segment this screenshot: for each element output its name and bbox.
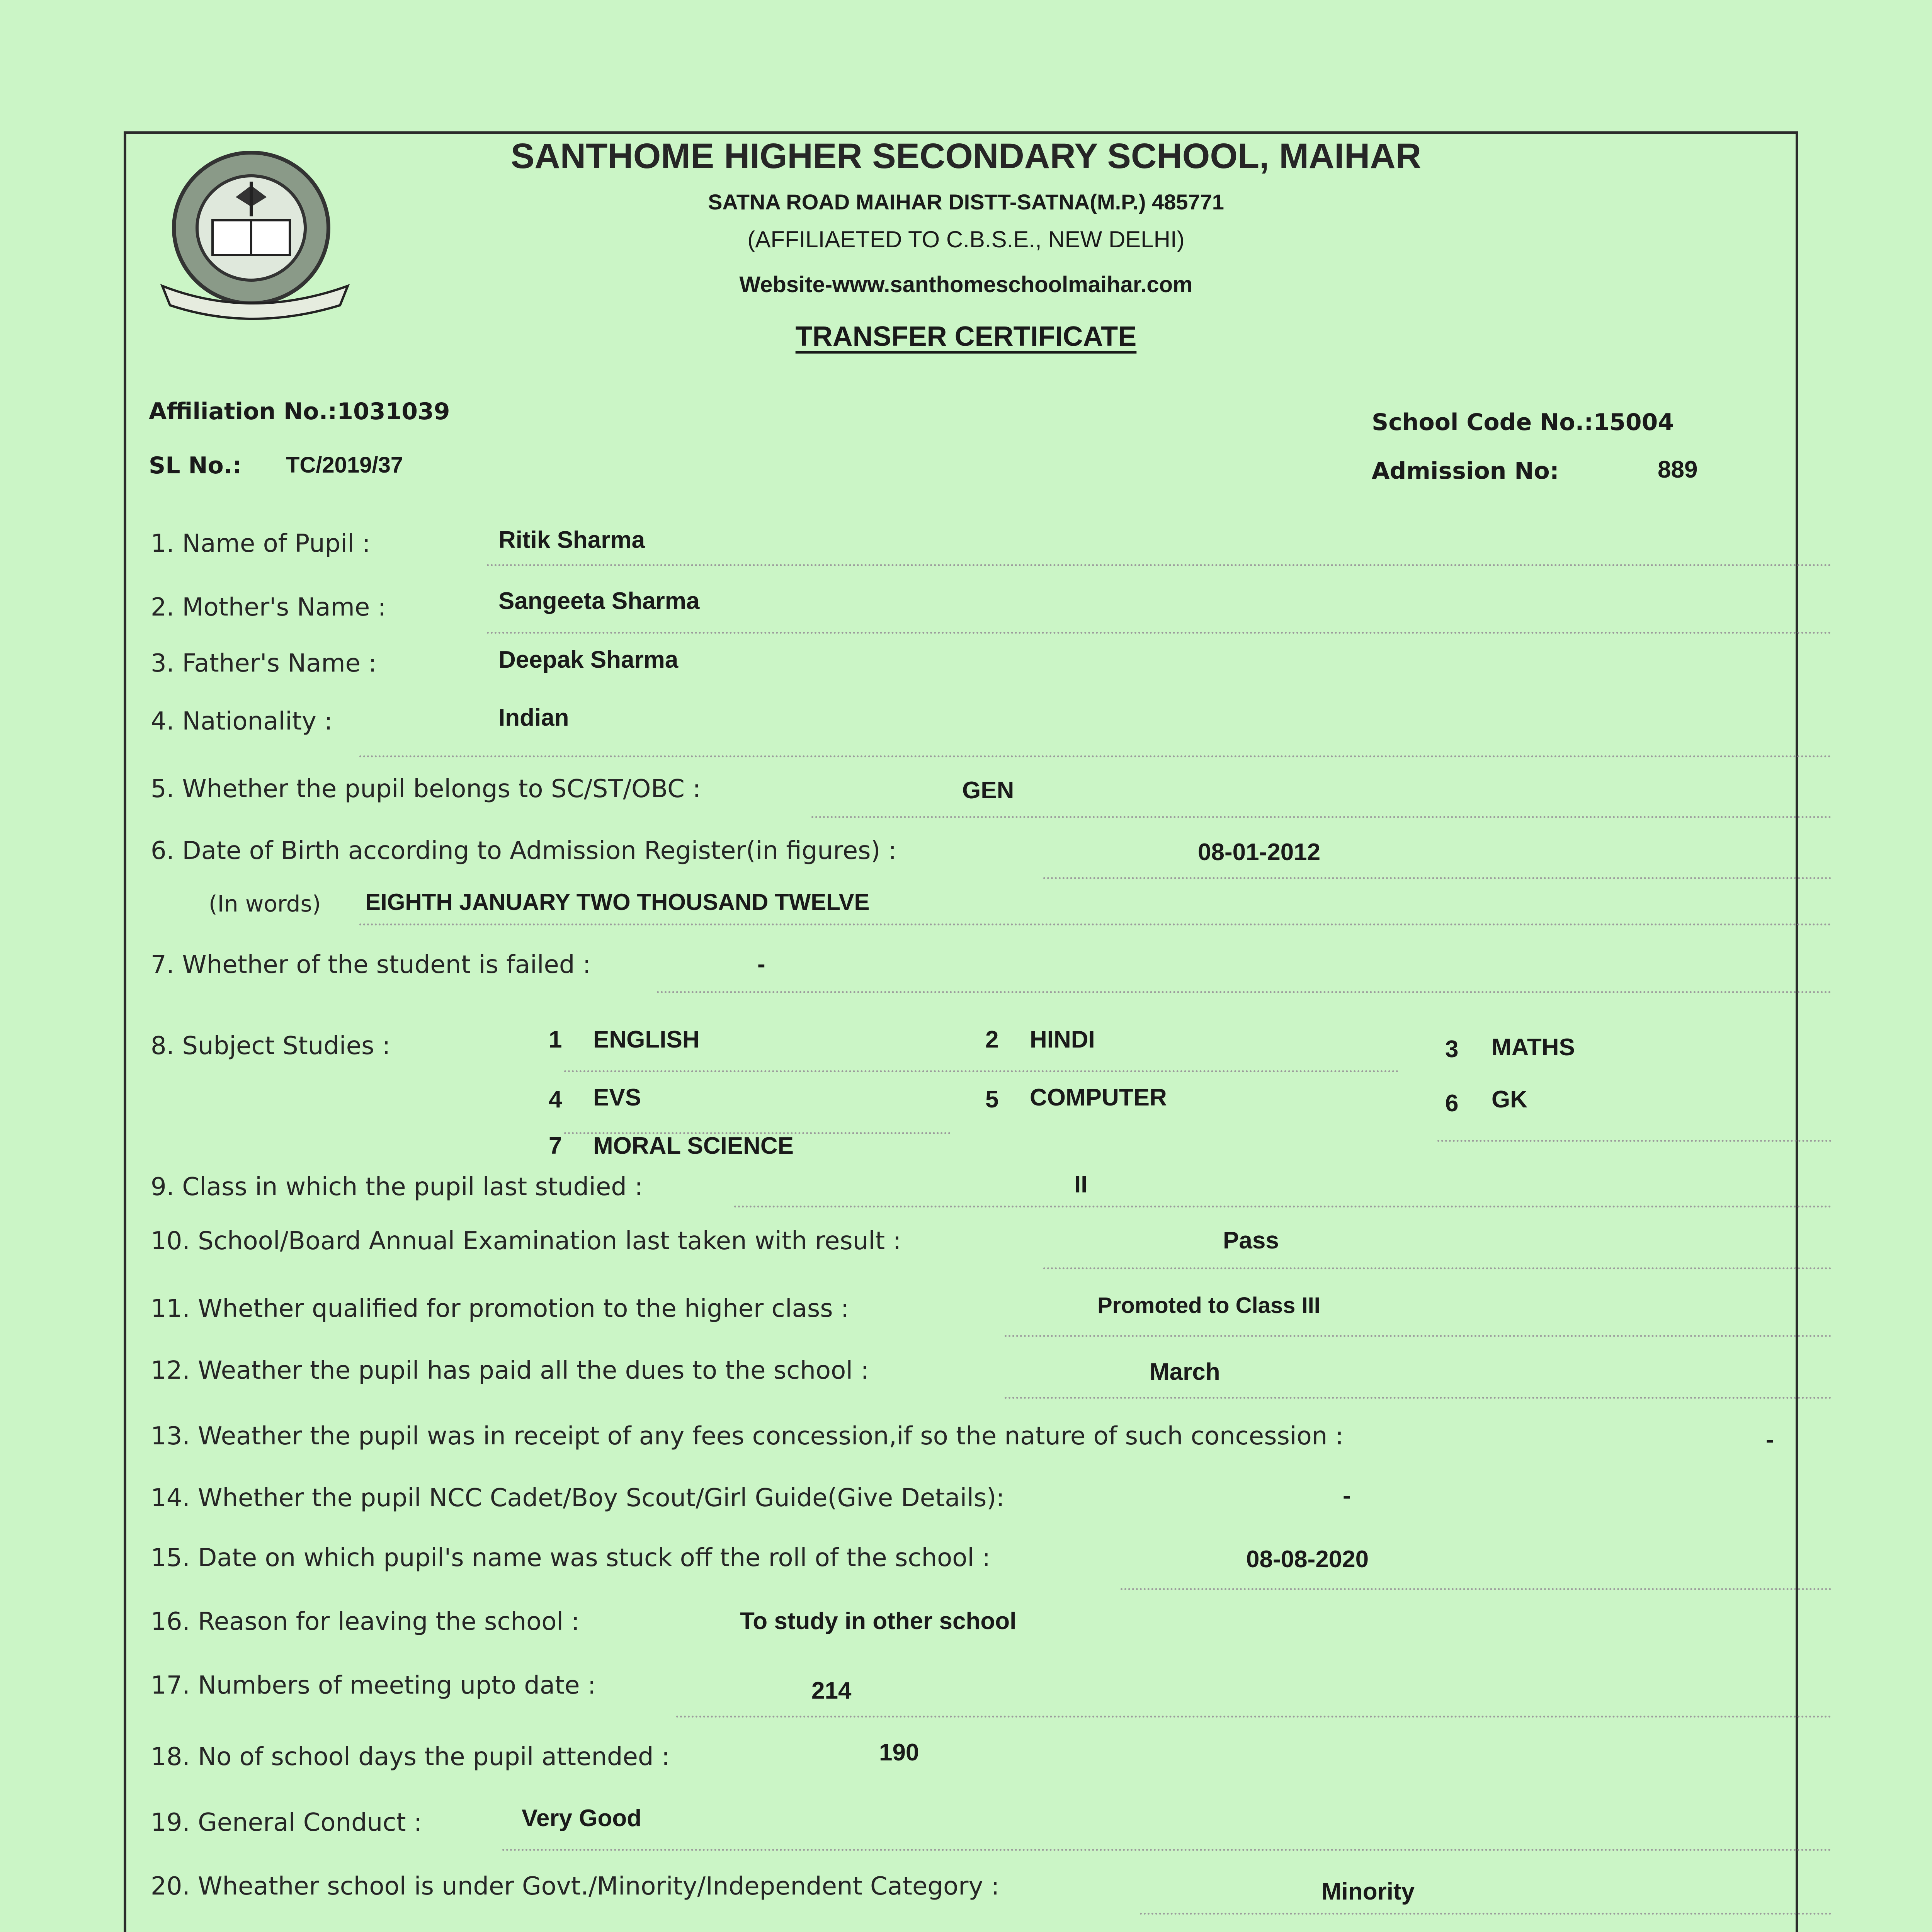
dotted-line [1437,1140,1832,1142]
field-1-value: Ritik Sharma [498,527,645,553]
field-14-value: - [1343,1482,1351,1509]
field-20-label: 20. Wheather school is under Govt./Minority/Independent Category : [151,1872,1000,1901]
subject-name: MATHS [1492,1034,1575,1061]
subject-name: COMPUTER [1030,1084,1167,1111]
dotted-line [487,564,1832,566]
field-11-value: Promoted to Class III [1097,1293,1320,1318]
dotted-line [657,991,1832,993]
field-20-value: Minority [1321,1878,1415,1905]
field-14-label: 14. Whether the pupil NCC Cadet/Boy Scout/Girl Guide(Give Details): [151,1484,1005,1512]
field-4-label: 4. Nationality : [151,707,333,736]
school-code: School Code No.:15004 [1372,409,1674,436]
dotted-line [564,1070,1399,1072]
subject-num: 3 [1445,1036,1459,1063]
school-address: SATNA ROAD MAIHAR DISTT-SATNA(M.P.) 485771 [708,190,1224,214]
dotted-line [1121,1588,1832,1590]
dotted-line [1005,1335,1832,1337]
subject-num: 7 [549,1133,562,1159]
field-1-label: 1. Name of Pupil : [151,529,371,558]
school-name: SANTHOME HIGHER SECONDARY SCHOOL, MAIHAR [510,136,1422,176]
dotted-line [811,816,1832,818]
field-6b-value: EIGHTH JANUARY TWO THOUSAND TWELVE [365,889,870,915]
admission-value: 889 [1658,456,1698,483]
school-logo [147,139,363,332]
field-15-label: 15. Date on which pupil's name was stuck off the roll of the school : [151,1544,991,1572]
field-7-value: - [757,951,765,978]
subject-name: HINDI [1030,1026,1095,1053]
subject-name: ENGLISH [593,1026,700,1053]
field-5-value: GEN [962,777,1014,804]
dotted-line [676,1716,1832,1718]
field-4-value: Indian [498,704,569,731]
field-12-label: 12. Weather the pupil has paid all the dues to the school : [151,1356,869,1385]
document-title: TRANSFER CERTIFICATE [795,321,1137,352]
subject-name: GK [1492,1086,1527,1113]
dotted-line [1005,1397,1832,1399]
field-13-value: - [1766,1426,1774,1453]
field-2-value: Sangeeta Sharma [498,588,700,614]
field-9-label: 9. Class in which the pupil last studied : [151,1173,643,1201]
field-5-label: 5. Whether the pupil belongs to SC/ST/OBC : [151,775,701,803]
field-6-label: 6. Date of Birth according to Admission Register(in figures) : [151,837,897,865]
dotted-line [502,1849,1832,1851]
subject-num: 2 [985,1026,999,1053]
subject-num: 4 [549,1086,562,1113]
dotted-line [487,632,1832,634]
field-7-label: 7. Whether of the student is failed : [151,951,591,979]
field-12-value: March [1150,1359,1220,1385]
field-3-value: Deepak Sharma [498,646,679,673]
field-19-label: 19. General Conduct : [151,1808,422,1837]
dotted-line [734,1206,1832,1208]
field-18-value: 190 [879,1739,919,1766]
sl-value: TC/2019/37 [286,452,403,478]
subject-num: 6 [1445,1090,1459,1117]
admission-label: Admission No: [1372,457,1559,485]
school-affiliation: (AFFILIAETED TO C.B.S.E., NEW DELHI) [747,226,1185,252]
field-3-label: 3. Father's Name : [151,649,377,678]
field-19-value: Very Good [522,1805,642,1832]
dotted-line [1043,1267,1832,1269]
subject-name: EVS [593,1084,641,1111]
field-16-value: To study in other school [740,1608,1017,1634]
field-17-label: 17. Numbers of meeting upto date : [151,1671,596,1700]
field-6b-label: (In words) [209,891,321,917]
field-10-label: 10. School/Board Annual Examination last taken with result : [151,1227,901,1255]
dotted-line [359,755,1832,757]
sl-label: SL No.: [149,452,242,479]
field-18-label: 18. No of school days the pupil attended : [151,1743,670,1771]
dotted-line [1043,877,1832,879]
field-9-value: II [1074,1171,1088,1198]
field-16-label: 16. Reason for leaving the school : [151,1607,580,1636]
field-13-label: 13. Weather the pupil was in receipt of any fees concession,if so the nature of such concession : [151,1422,1344,1451]
dotted-line [359,923,1832,925]
field-17-value: 214 [811,1677,852,1704]
subject-name: MORAL SCIENCE [593,1133,794,1159]
subject-num: 1 [549,1026,562,1053]
field-8-label: 8. Subject Studies : [151,1032,391,1060]
field-11-label: 11. Whether qualified for promotion to the higher class : [151,1294,849,1323]
field-2-label: 2. Mother's Name : [151,593,386,622]
field-10-value: Pass [1223,1227,1279,1254]
affiliation-no: Affiliation No.:1031039 [149,398,450,425]
dotted-line [1140,1913,1832,1915]
school-website: Website-www.santhomeschoolmaihar.com [739,272,1193,297]
field-15-value: 08-08-2020 [1246,1546,1369,1573]
field-6-value: 08-01-2012 [1198,839,1321,866]
subject-num: 5 [985,1086,999,1113]
